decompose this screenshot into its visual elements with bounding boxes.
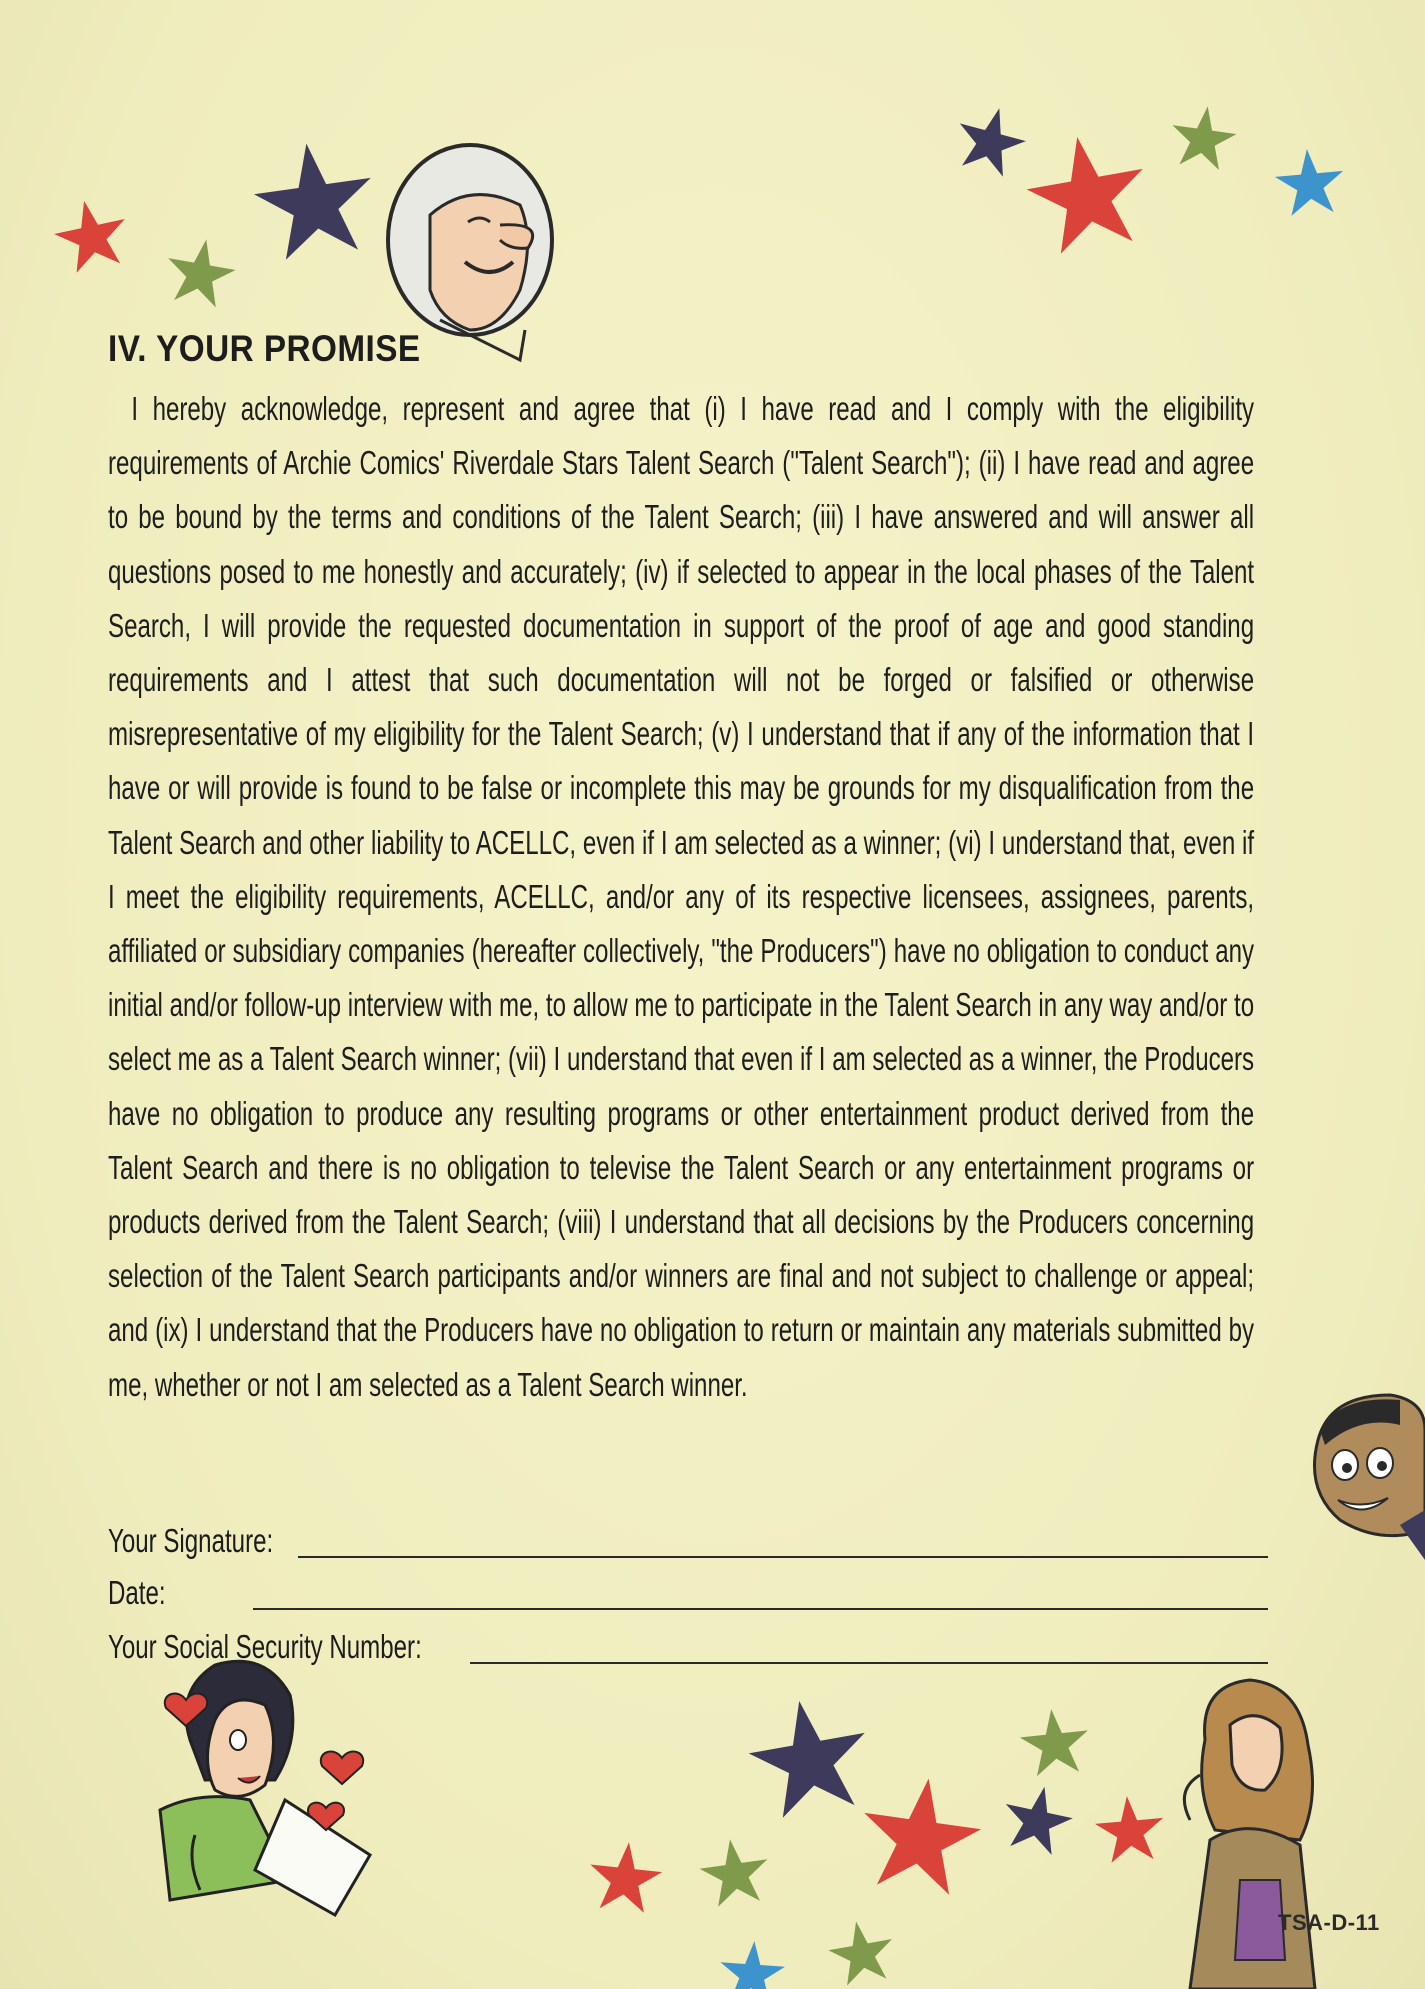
page-code: TSA-D-11	[1278, 1910, 1380, 1935]
star-icon	[855, 1770, 987, 1897]
date-row	[108, 1566, 1268, 1616]
signature-row	[108, 1514, 1268, 1564]
star-icon	[741, 1691, 877, 1822]
star-icon	[824, 1916, 898, 1988]
star-icon	[49, 193, 134, 275]
star-icon	[1273, 146, 1347, 217]
star-icon	[949, 99, 1032, 180]
date-label: Date:	[108, 1574, 166, 1611]
ssn-line[interactable]	[470, 1662, 1268, 1664]
signature-label: Your Signature:	[108, 1522, 274, 1559]
star-icon	[1167, 102, 1240, 172]
star-icon	[1019, 127, 1155, 258]
ssn-row	[108, 1620, 1268, 1670]
date-line[interactable]	[253, 1608, 1268, 1610]
star-icon	[1017, 1706, 1092, 1778]
woman-in-coat-character-icon	[1184, 1680, 1315, 1989]
smiling-man-character-icon	[1314, 1395, 1425, 1560]
section-heading: IV. YOUR PROMISE	[108, 328, 421, 369]
star-icon	[997, 1780, 1078, 1858]
star-icon	[586, 1838, 665, 1914]
star-icon	[718, 1939, 787, 1989]
star-icon	[248, 135, 380, 262]
signature-line[interactable]	[298, 1556, 1268, 1558]
star-icon	[1093, 1793, 1167, 1864]
promise-body-text: I hereby acknowledge, represent and agree that (i) I have read and I comply with the eligibility requirements of Archie Comics' Riverdale Stars Talent Search ("Talent Search"); (ii) I have read and agree to be bound by the terms and conditions of the Talent Search; (iii) I have answered and will answer all questions posed to me honestly and accurately; (iv) if selected to appear in the local phases of the Talent Search, I will provide the requested documentation in support of the proof of age and good standing requirements and I attest that such documentation will not be forged or falsified or otherwise misrepresentative of my eligibility for the Talent Search; (v) I understand that if any of the information that I have or will provide is found to be false or incomplete this may be grounds for my disqualification from the Talent Search and other liability to ACELLC, even if I am selected as a winner; (vi) I understand that, even if I meet the eligibility requirements, ACELLC, and/or any of its respective licensees, assignees, parents, affiliated or subsidiary companies (hereafter collectively, "the Producers") have no obligation to conduct any initial and/or follow-up interview with me, to allow me to participate in the Talent Search in any way and/or to select me as a Talent Search winner; (vii) I understand that even if I am selected as a winner, the Producers have no obligation to produce any resulting programs or other entertainment product derived from the Talent Search and there is no obligation to televise the Talent Search or any entertainment programs or products derived from the Talent Search; (viii) I understand that all decisions by the Producers concerning selection of the Talent Search participants and/or winners are final and not subject to challenge or appeal; and (ix) I understand that the Producers have no obligation to return or maintain any materials submitted by me, whether or not I am selected as a Talent Search winner.	[108, 390, 1255, 1403]
star-icon	[696, 1835, 773, 1909]
ssn-label: Your Social Security Number:	[108, 1628, 422, 1665]
star-icon	[161, 234, 240, 310]
